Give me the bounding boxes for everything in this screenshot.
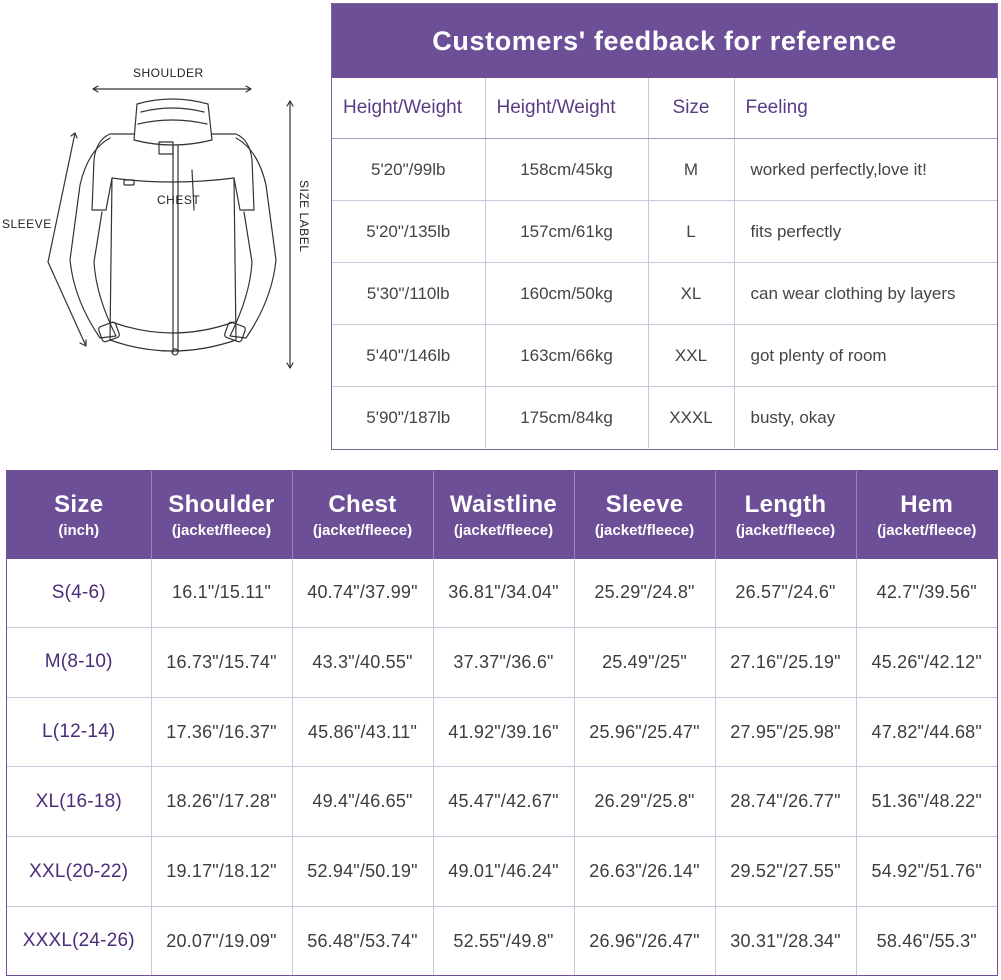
measurement-cell: 40.74"/37.99" — [292, 559, 433, 627]
size-chart-header-row — [7, 471, 997, 559]
feedback-cell: worked perfectly,love it! — [734, 139, 997, 201]
header-main: Sleeve — [605, 491, 684, 518]
measurement-cell: 56.48"/53.74" — [292, 907, 433, 975]
size-chart-table — [7, 471, 997, 975]
feedback-cell: 5'40"/146lb — [332, 325, 485, 387]
shoulder-label: SHOULDER — [133, 66, 204, 80]
feedback-header-height-weight-metric: Height/Weight — [485, 78, 648, 139]
header-sub: (jacket/fleece) — [877, 522, 977, 539]
measurement-cell: 28.74"/26.77" — [715, 767, 856, 837]
size-chart-header-waistline — [433, 471, 574, 559]
measurement-cell: 49.4"/46.65" — [292, 767, 433, 837]
feedback-cell: 158cm/45kg — [485, 139, 648, 201]
feedback-cell: 160cm/50kg — [485, 263, 648, 325]
measurement-cell: 45.47"/42.67" — [433, 767, 574, 837]
size-chart-header-sleeve — [574, 471, 715, 559]
header-main: Chest — [328, 491, 397, 518]
size-chart-row — [7, 697, 997, 767]
measurement-cell: 52.55"/49.8" — [433, 907, 574, 975]
feedback-cell: fits perfectly — [734, 201, 997, 263]
measurement-cell: 51.36"/48.22" — [856, 767, 997, 837]
measurement-cell: 18.26"/17.28" — [151, 767, 292, 837]
measurement-cell: 26.29"/25.8" — [574, 767, 715, 837]
feedback-cell: 163cm/66kg — [485, 325, 648, 387]
measurement-cell: 54.92"/51.76" — [856, 837, 997, 907]
header-main: Shoulder — [168, 491, 275, 518]
sleeve-label: SLEEVE — [2, 217, 52, 231]
measurement-cell: 19.17"/18.12" — [151, 837, 292, 907]
size-cell: XXL(20-22) — [7, 837, 151, 907]
measurement-cell: 27.16"/25.19" — [715, 627, 856, 697]
feedback-header-row — [332, 78, 997, 139]
feedback-cell: 5'20"/99lb — [332, 139, 485, 201]
header-main: Hem — [900, 491, 954, 518]
feedback-cell: 5'90"/187lb — [332, 387, 485, 449]
measurement-cell: 58.46"/55.3" — [876, 930, 977, 951]
size-chart-header-size — [7, 471, 151, 559]
size-cell: L(12-14) — [7, 697, 151, 767]
feedback-cell: XXXL — [648, 387, 734, 449]
size-chart-row — [7, 559, 997, 627]
measurement-cell: 37.37"/36.6" — [433, 627, 574, 697]
chest-label: CHEST — [157, 193, 201, 207]
measurement-cell: 30.31"/28.34" — [715, 907, 856, 975]
measurement-cell: 25.96"/25.47" — [574, 697, 715, 767]
measurement-cell: 45.26"/42.12" — [856, 627, 997, 697]
measurement-cell: 43.3"/40.55" — [292, 627, 433, 697]
feedback-cell: L — [648, 201, 734, 263]
header-sub: (inch) — [58, 522, 100, 539]
header-sub: (jacket/fleece) — [735, 522, 836, 539]
feedback-cell: XXL — [648, 325, 734, 387]
size-label-label: SIZE LABEL — [297, 180, 311, 253]
feedback-header-size: Size — [648, 78, 734, 139]
measurement-cell: 25.49"/25" — [574, 627, 715, 697]
feedback-row — [332, 263, 997, 325]
measurement-cell: 47.82"/44.68" — [856, 697, 997, 767]
header-sub: (jacket/fleece) — [453, 522, 554, 539]
feedback-header-feeling: Feeling — [734, 78, 997, 139]
header-sub: (jacket/fleece) — [594, 522, 695, 539]
feedback-cell: 5'30"/110lb — [332, 263, 485, 325]
measurement-cell: 49.01"/46.24" — [433, 837, 574, 907]
feedback-cell: M — [648, 139, 734, 201]
feedback-cell: got plenty of room — [734, 325, 997, 387]
feedback-cell: can wear clothing by layers — [734, 263, 997, 325]
feedback-table-panel — [331, 3, 998, 450]
measurement-cell: 27.95"/25.98" — [715, 697, 856, 767]
measurement-cell: 16.1"/15.11" — [151, 559, 292, 627]
measurement-cell: 26.57"/24.6" — [715, 559, 856, 627]
header-sub: (jacket/fleece) — [171, 522, 272, 539]
measurement-cell: 25.29"/24.8" — [574, 559, 715, 627]
measurement-cell: 45.86"/43.11" — [292, 697, 433, 767]
size-cell: M(8-10) — [7, 627, 151, 697]
header-main: Waistline — [449, 491, 558, 518]
header-sub: (jacket/fleece) — [312, 522, 413, 539]
feedback-cell: 175cm/84kg — [485, 387, 648, 449]
measurement-cell: 36.81"/34.04" — [433, 559, 574, 627]
size-cell: XL(16-18) — [7, 767, 151, 837]
measurement-cell: 20.07"/19.09" — [151, 907, 292, 975]
measurement-cell: 26.63"/26.14" — [574, 837, 715, 907]
size-chart-header-hem — [856, 471, 997, 559]
size-chart-row — [7, 627, 997, 697]
feedback-cell: 5'20"/135lb — [332, 201, 485, 263]
header-main: Length — [744, 491, 827, 518]
feedback-row — [332, 387, 997, 449]
feedback-row — [332, 325, 997, 387]
size-cell: S(4-6) — [7, 559, 151, 627]
feedback-table — [332, 78, 997, 448]
measurement-cell: 16.73"/15.74" — [151, 627, 292, 697]
size-cell: XXXL(24-26) — [7, 907, 151, 975]
feedback-cell: XL — [648, 263, 734, 325]
jacket-diagram — [0, 0, 330, 460]
feedback-row — [332, 201, 997, 263]
feedback-title: Customers' feedback for reference — [332, 4, 997, 78]
size-chart-header-chest — [292, 471, 433, 559]
size-chart-header-length — [715, 471, 856, 559]
size-chart-panel — [6, 470, 998, 976]
measurement-cell: 42.7"/39.56" — [856, 559, 997, 627]
measurement-cell: 41.92"/39.16" — [433, 697, 574, 767]
measurement-cell: 52.94"/50.19" — [292, 837, 433, 907]
measurement-cell: 17.36"/16.37" — [151, 697, 292, 767]
measurement-cell: 26.96"/26.47" — [574, 907, 715, 975]
size-chart-header-shoulder — [151, 471, 292, 559]
size-chart-row — [7, 767, 997, 837]
feedback-header-height-weight-imperial: Height/Weight — [332, 78, 485, 139]
size-chart-row — [7, 837, 997, 907]
measurement-cell: 29.52"/27.55" — [715, 837, 856, 907]
feedback-row — [332, 139, 997, 201]
size-chart-row — [7, 907, 997, 975]
feedback-cell: 157cm/61kg — [485, 201, 648, 263]
header-main: Size — [54, 491, 104, 518]
feedback-cell: busty, okay — [750, 407, 836, 427]
